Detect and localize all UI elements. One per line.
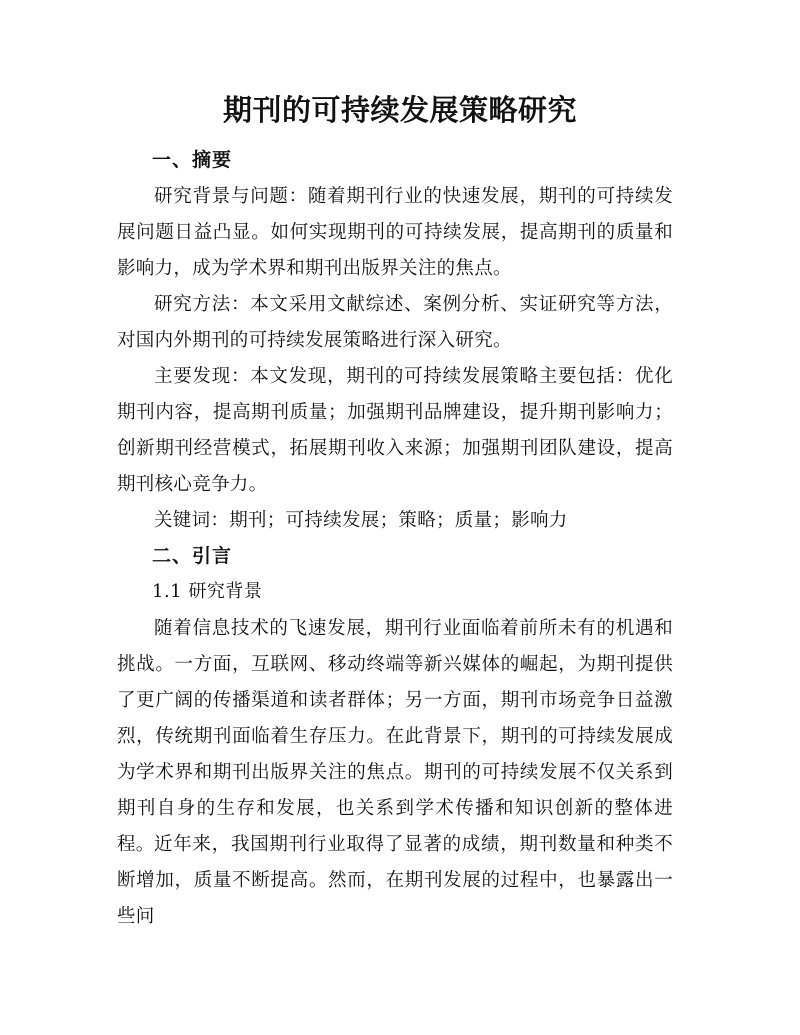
paragraph-intro-2: 近年来，我国期刊行业取得了显著的成绩，期刊数量和种类不断增加，质量不断提高。然而，在期刊发展的过程中，也暴露出一些问 xyxy=(117,834,673,927)
paragraph-methods: 研究方法：本文采用文献综述、案例分析、实证研究等方法，对国内外期刊的可持续发展策略进行深入研究。 xyxy=(117,294,673,351)
document-title: 期刊的可持续发展策略研究 xyxy=(222,93,577,127)
subsection-heading-background: 1.1 研究背景 xyxy=(152,581,263,602)
paragraph-background: 研究背景与问题：随着期刊行业的快速发展，期刊的可持续发展问题日益凸显。如何实现期刊的可持续发展，提高期刊的质量和影响力，成为学术界和期刊出版界关注的焦点。 xyxy=(117,186,673,279)
paragraph-keywords: 关键词：期刊；可持续发展；策略；质量；影响力 xyxy=(154,510,568,531)
section-heading-introduction: 二、引言 xyxy=(152,545,233,567)
paragraph-findings: 主要发现：本文发现，期刊的可持续发展策略主要包括：优化期刊内容，提高期刊质量；加强期刊品牌建设，提升期刊影响力；创新期刊经营模式，拓展期刊收入来源；加强期刊团队建设，提高期刊核心竞争力。 xyxy=(117,366,673,495)
paragraph-intro-1: 随着信息技术的飞速发展，期刊行业面临着前所未有的机遇和挑战。一方面，互联网、移动终端等新兴媒体的崛起，为期刊提供了更广阔的传播渠道和读者群体；另一方面，期刊市场竞争日益激烈，传统期刊面临着生存压力。在此背景下，期刊的可持续发展成为学术界和期刊出版界关注的焦点。期刊的可持续发展不仅关系到期刊自身的生存和发展，也关系到学术传播和知识创新的整体进程。 xyxy=(117,618,673,855)
section-heading-abstract: 一、摘要 xyxy=(152,149,233,171)
